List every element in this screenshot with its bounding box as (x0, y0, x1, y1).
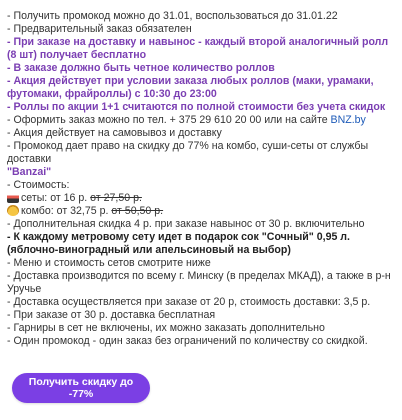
price-row-combo (7, 205, 399, 218)
condition-line: - При заказе от 30 р. доставка бесплатная (7, 309, 216, 321)
sushi-icon (7, 192, 19, 203)
condition-line-highlight: - При заказе на доставку и навынос - каждый второй аналогичный ролл (8 шт) получает бесплатно (7, 36, 389, 61)
get-discount-button[interactable]: Получить скидку до -77% (12, 373, 150, 403)
condition-line: - Получить промокод можно до 31.01, воспользоваться до 31.01.22 (7, 10, 338, 22)
old-price-combo: от 50,50 р. (111, 205, 164, 217)
condition-line-highlight: - Роллы по акции 1+1 считаются по полной стоимости без учета скидок (7, 101, 386, 113)
condition-line: - Гарниры в сет не включены, их можно заказать дополнительно (7, 322, 325, 334)
combo-icon (7, 205, 19, 216)
condition-line: - Дополнительная скидка 4 р. при заказе навынос от 30 р. включительно (7, 218, 365, 230)
condition-line: - Один промокод - один заказ без ограничений по количеству со скидкой. (7, 335, 368, 347)
price-sets-label: сеты: от 16 р. (21, 192, 91, 204)
brand-name: "Banzai" (7, 166, 52, 178)
price-row-sets (7, 192, 399, 205)
condition-line: - Доставка производится по всему г. Минску (в пределах МКАД), а также в р-н Уручье (7, 270, 391, 295)
old-price-sets: от 27,50 р. (90, 192, 142, 204)
order-contact-text: - Оформить заказ можно по тел. + 375 29 610 20 00 или на сайте (7, 114, 331, 126)
promo-conditions (7, 10, 399, 348)
order-contact-line (7, 114, 399, 127)
condition-line: - Акция действует на самовывоз и доставку (7, 127, 222, 139)
price-heading: - Стоимость: (7, 179, 70, 191)
discount-text: - Промокод дает право на скидку до 77% на комбо, суши-сеты от службы доставки (7, 140, 369, 165)
gift-juice-line: - К каждому метровому сету идет в подарок сок "Сочный" 0,95 л. (яблочно-виноградный или апельсиновый на выбор) (7, 231, 350, 256)
price-combo-label: комбо: от 32,75 р. (21, 205, 112, 217)
condition-line-highlight: - В заказе должно быть четное количество роллов (7, 62, 275, 74)
condition-line: - Предварительный заказ обязателен (7, 23, 192, 35)
condition-line: - Доставка осуществляется при заказе от 20 р, стоимость доставки: 3,5 р. (7, 296, 371, 308)
site-link[interactable]: BNZ.by (330, 114, 366, 126)
condition-line-highlight: - Акция действует при условии заказа любых роллов (маки, урамаки, футомаки, фрайроллы) с 10:30 до 23:00 (7, 75, 374, 100)
condition-line: - Меню и стоимость сетов смотрите ниже (7, 257, 211, 269)
condition-line (7, 140, 399, 179)
